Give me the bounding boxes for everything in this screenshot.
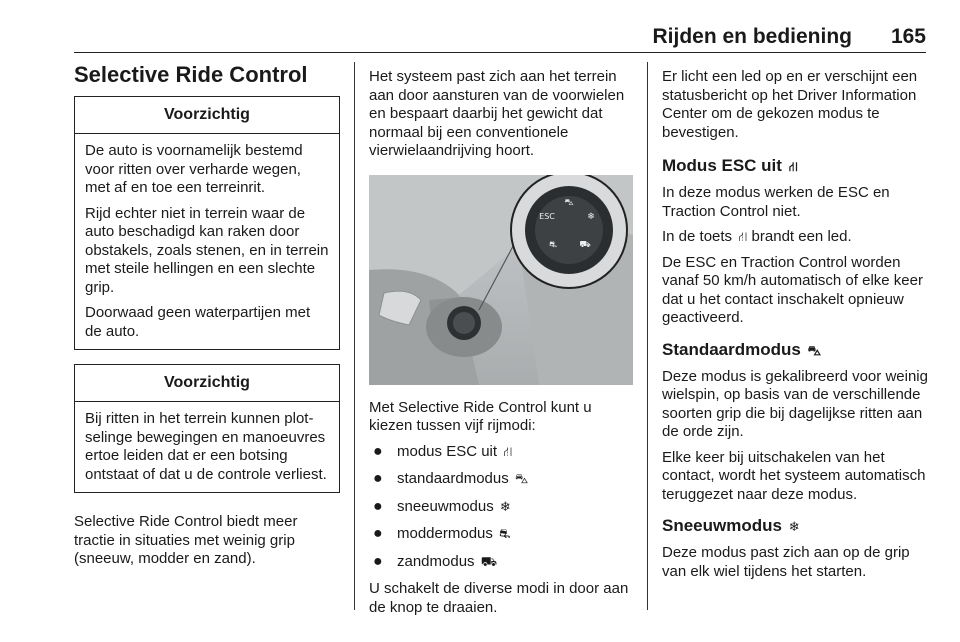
list-item: ● moddermodus ⛐ (373, 525, 511, 542)
snow-mode-heading: Sneeuwmodus ❄ (662, 516, 800, 535)
svg-text:⛐: ⛐ (549, 239, 557, 250)
snow-mode-icon: ❄ (788, 519, 800, 534)
console-illustration (369, 175, 633, 385)
column-divider (647, 62, 648, 610)
caution-text: Doorwaad geen waterpartijen met de auto. (85, 304, 311, 340)
caution-text: Bij ritten in het terrein kunnen plotselinge bewegingen en manoeuvres ertoe leiden dat er een botsing ontstaat of dat u de controle verliest. (85, 410, 327, 483)
body-text: In de toets ⛙ brandt een led. (662, 228, 852, 245)
esc-off-heading: Modus ESC uit ⛙ (662, 156, 798, 175)
page-number: 165 (890, 25, 926, 48)
body-text: Deze modus is gekalibreerd voor weinig wielspin, op basis van de verschillende soorten grip die bij dagelijkse ritten aan de orde zijn. (662, 367, 928, 440)
column-2 (369, 68, 633, 624)
caution-heading: Voorzichtig (75, 97, 339, 134)
page-title: Selective Ride Control (74, 62, 308, 87)
body-text: Er licht een led op en er verschijnt een statusbericht op het Driver Information Center om de gekozen modus te bevestigen. (662, 68, 918, 141)
caution-box (74, 96, 340, 350)
mud-mode-icon: ⛐ (499, 526, 511, 541)
control-knob-photo (369, 175, 633, 385)
snow-mode-icon: ❄ (499, 498, 511, 514)
body-text: Elke keer bij uitschakelen van het contact, wordt het systeem automatisch teruggezet naar deze modus. (662, 448, 926, 503)
standard-mode-icon: ⛍ (807, 342, 821, 358)
column-1 (74, 62, 340, 576)
body-text: Deze modus past zich aan op de grip van elk wiel tijdens het starten. (662, 544, 910, 580)
list-item: ● sneeuwmodus ❄ (373, 497, 511, 515)
caution-text: Rijd echter niet in terrein waar de auto beschadigd kan raken door obstakels, zoals stenen, en in terrein met steile hellingen en een slechte grip. (85, 204, 329, 296)
caution-heading: Voorzichtig (75, 365, 339, 402)
body-text: Selective Ride Control biedt meer tractie in situaties met weinig grip (sneeuw, modder en zand). (74, 513, 298, 567)
esc-off-icon: ⛙ (738, 229, 748, 244)
list-item: ● modus ESC uit ⛙ (373, 442, 513, 460)
page-header (74, 22, 926, 53)
body-text: Met Selective Ride Control kunt u kiezen tussen vijf rijmodi: (369, 398, 592, 434)
caution-box (74, 364, 340, 493)
body-text: In deze modus werken de ESC en Traction Control niet. (662, 184, 890, 220)
column-3 (662, 68, 928, 588)
caution-text: De auto is voornamelijk bestemd voor ritten over verharde wegen, met af en toe een terreinrit. (85, 142, 303, 196)
standard-mode-heading: Standaardmodus ⛍ (662, 339, 821, 359)
svg-text:❄: ❄ (587, 211, 595, 222)
column-divider (354, 62, 355, 610)
list-item: ● zandmodus ⛟ (373, 552, 498, 570)
section-title: Rijden en bediening (652, 25, 852, 48)
list-item: ● standaardmodus ⛍ (373, 470, 529, 487)
svg-text:⛍: ⛍ (564, 197, 574, 208)
svg-text:ESC: ESC (539, 211, 555, 221)
esc-off-icon: ⛙ (788, 159, 798, 174)
body-text: Het systeem past zich aan het terrein aan door aansturen van de voorwielen en bespaart daarbij het gewicht dat normaal bij een conventionele vierwielaandrijving hoort. (369, 68, 625, 159)
body-text: De ESC en Traction Control worden vanaf 50 km/h automatisch of elke keer dat u het contact inschakelt opnieuw geactiveerd. (662, 253, 923, 326)
standard-mode-icon: ⛍ (514, 471, 529, 486)
body-text: U schakelt de diverse modi in door aan de knop te draaien. (369, 580, 629, 616)
esc-off-icon: ⛙ (503, 443, 513, 459)
svg-text:⛟: ⛟ (579, 239, 591, 250)
mode-list (369, 443, 633, 572)
sand-mode-icon: ⛟ (480, 553, 498, 569)
